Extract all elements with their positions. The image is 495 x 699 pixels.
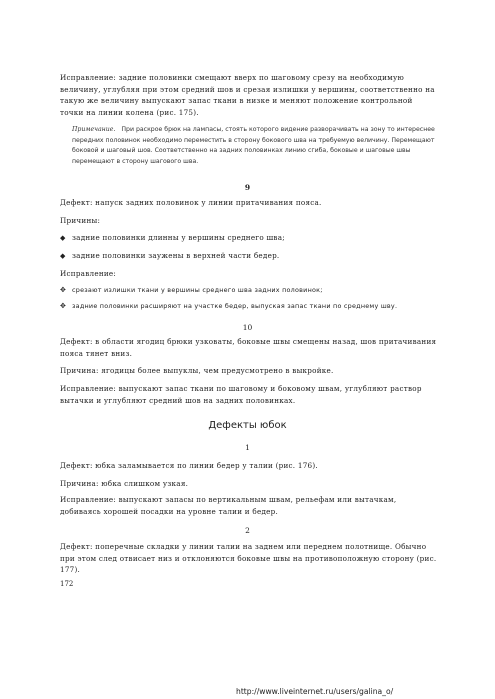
note-text: При раскрое брюк на лампасы, стоять которого видение разворачивать на зону то интереснее передних половинок необходимо переместить в сторону бокового шва на требуемую величину. Перемещают боковой и шаговый шов. Соответственно на задних половинках линию сгиба, боковые и шаговые швы перемещают в сторону шагового шва. (72, 126, 435, 165)
fix-10-text: Исправление: выпускают запас ткани по шаговому и боковому швам, углубляют раствор вытачки и углубляют средний шов на задних половинках. (60, 384, 422, 405)
bullet-diamond-icon: ◆ (60, 252, 66, 260)
cause-9-2 (60, 250, 438, 263)
fix-9-2 (60, 300, 438, 313)
defect-10-text: Дефект: в области ягодиц брюки узковаты, боковые швы смещены назад, шов притачивания пояса тянет вниз. (60, 337, 437, 358)
skirt-defect-1-text: Дефект: юбка заламывается по линии бедер у талии (рис. 176). (60, 461, 318, 470)
causes-label-9: Причины: (60, 216, 101, 225)
bullet-cross-icon: ✥ (60, 302, 67, 310)
cause-10-text: Причина: ягодицы более выпуклы, чем предусмотрено в выкройке. (60, 366, 334, 375)
fix-label-9: Исправление: (60, 269, 117, 278)
bullet-diamond-icon: ◆ (60, 234, 66, 242)
cause-9-2-text: задние половинки заужены в верхней части бедер. (72, 251, 280, 260)
footer-url-link[interactable]: http://www.liveinternet.ru/users/galina_o/ (236, 687, 394, 696)
fix-9-1 (60, 284, 438, 297)
note-block (72, 125, 440, 167)
skirt-defect-2-text: Дефект: поперечные складки у линии талии на заднем или переднем полотнище. Обычно при этом след отвисает низ и отклоняются боковые швы на противоположную сторону (рис. 177). (60, 542, 437, 574)
note-label: Примечание. (72, 126, 116, 133)
skirt-cause-1-text: Причина: юбка слишком узкая. (60, 479, 189, 488)
fix-9-1-text: срезают излишки ткани у вершины среднего шва задних половинок; (72, 286, 323, 294)
fix-9-2-text: задние половинки расширяют на участке бедер, выпуская запас ткани по среднему шву. (72, 302, 398, 310)
section-title: Дефекты юбок (208, 420, 287, 431)
defect-number-9: 9 (244, 183, 251, 192)
skirt-defect-number-2: 2 (245, 526, 250, 535)
defect-number-10: 10 (242, 323, 253, 332)
cause-9-1-text: задние половинки длинны у вершины среднего шва; (72, 233, 285, 242)
defect-9-text: Дефект: напуск задних половинок у линии притачивания пояса. (60, 198, 322, 207)
fix-paragraph-1: Исправление: задние половинки смещают вверх по шаговому срезу на необходимую величину, углубляя при этом средний шов и срезая излишки у вершины, соответственно на такую же величину выпускают запас ткани в низке и меняют положение контрольной точки на линии колена (рис. 175). (60, 73, 435, 117)
skirt-fix-1-text: Исправление: выпускают запасы по вертикальным швам, рельефам или вытачкам, добиваясь хорошей посадки на уровне талии и бедер. (60, 495, 397, 516)
page-number: 172 (60, 580, 74, 588)
bullet-cross-icon: ✥ (60, 286, 67, 294)
skirt-defect-number-1: 1 (245, 443, 250, 452)
cause-9-1 (60, 232, 438, 245)
